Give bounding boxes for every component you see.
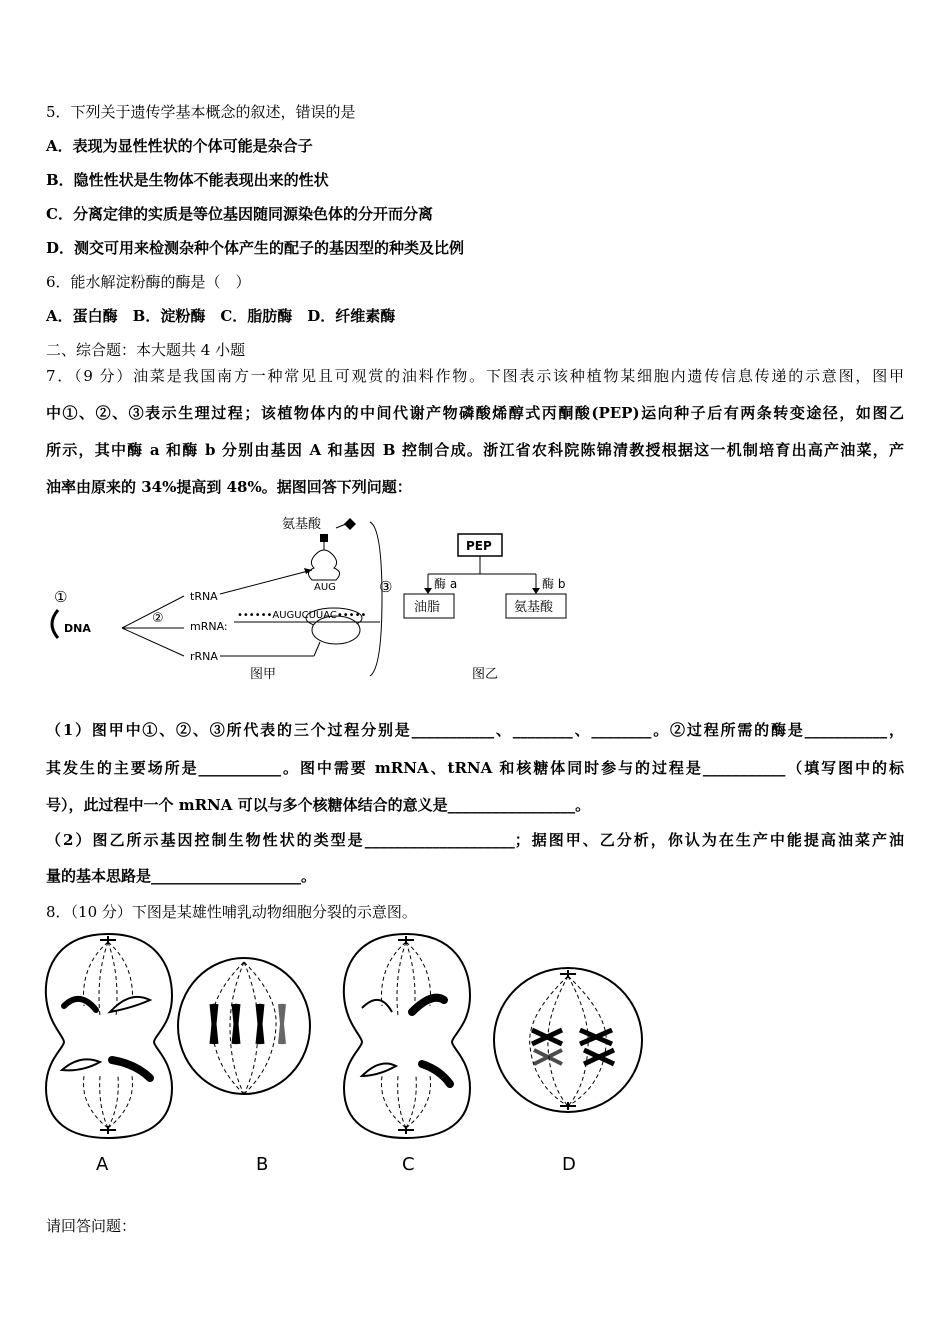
trna-cloverleaf [308,550,339,580]
q5-option-a: A．表现为显性性状的个体可能是杂合子 [46,137,313,155]
figure-jia-caption: 图甲 [250,667,277,682]
q7-stem-line-1: 7．（9 分）油菜是我国南方一种常见且可观赏的油料作物。下图表示该种植物某细胞内遗传信息传递的示意图，图甲 [46,367,904,385]
anticodon-label: AUG [314,582,336,593]
mrna-sequence: ••••••AUGUCUUAC••••• [237,610,367,621]
circle-1: ① [54,588,68,606]
figure-cell-division [40,926,650,1176]
cell-d [494,968,642,1112]
q6-options: A．蛋白酶 B．淀粉酶 C．脂肪酶 D．纤维素酶 [46,307,396,325]
section-heading: 二、综合题：本大题共 4 小题 [46,341,246,359]
q8-prompt: 请回答问题： [46,1217,137,1235]
arrow-to-rrna [122,628,184,656]
amino-square [320,534,328,542]
dna-label: DNA [64,622,91,635]
circle-3: ③ [379,578,393,596]
figure-jia [44,508,393,688]
cell-a [46,934,172,1138]
figure-yi [398,530,588,685]
rrna-label: rRNA [190,650,218,663]
label-c: C [402,1154,415,1175]
pep-label: PEP [466,539,492,553]
figure-yi-caption: 图乙 [472,667,499,682]
q6-stem: 6．能水解淀粉酶的酶是（ ） [46,273,251,291]
q7-sub2-line-2: 量的基本思路是____________________。 [46,867,317,885]
amino-label: 氨基酸 [514,600,554,615]
q7-sub2-line-1: （2）图乙所示基因控制生物性状的类型是____________________；据图甲、乙分析，你认为在生产中能提高油菜产油 [46,831,904,849]
bracket-3 [370,522,382,676]
q7-sub1-line-3: 号），此过程中一个 mRNA 可以与多个核糖体结合的意义是_________________。 [46,796,591,814]
label-a: A [96,1154,109,1175]
trna-label: tRNA [190,590,218,603]
q5-stem: 5．下列关于遗传学基本概念的叙述，错误的是 [46,103,356,121]
q7-stem-line-4: 油率由原来的 34%提高到 48%。据图回答下列问题： [46,478,412,496]
label-d: D [562,1154,576,1175]
trna-to-ribosome-line [220,570,312,594]
q7-sub1-line-2: 其发生的主要场所是___________。图中需要 mRNA、tRNA 和核糖体同时参与的过程是___________（填写图中的标 [46,759,904,777]
cell-b [178,958,310,1094]
q8-stem: 8．（10 分）下图是某雄性哺乳动物细胞分裂的示意图。 [46,903,417,921]
lipid-label: 油脂 [414,600,441,615]
amino-acid-label: 氨基酸 [282,517,322,532]
mrna-label: mRNA: [190,620,228,633]
q7-sub1-line-1: （1）图甲中①、②、③所代表的三个过程分别是___________、________、________。②过程所需的酶是___________， [46,721,904,739]
amino-diamond [344,518,356,530]
q5-option-d: D．测交可用来检测杂种个体产生的配子的基因型的种类及比例 [46,239,465,257]
amino-bond [336,524,346,528]
q7-stem-line-2: 中①、②、③表示生理过程；该植物体内的中间代谢产物磷酸烯醇式丙酮酸(PEP)运向种子后有两条转变途径，如图乙 [46,404,904,422]
enzyme-b-label: 酶 b [542,577,566,591]
circle-2: ② [152,611,164,626]
label-b: B [256,1154,269,1175]
q5-option-b: B．隐性性状是生物体不能表现出来的性状 [46,171,329,189]
replication-arrow [52,610,58,638]
enzyme-a-label: 酶 a [434,577,458,591]
q7-stem-line-3: 所示，其中酶 a 和酶 b 分别由基因 A 和基因 B 控制合成。浙江省农科院陈锦清教授根据这一机制培育出高产油菜，产 [46,441,904,459]
cell-c [344,934,470,1138]
q5-option-c: C．分离定律的实质是等位基因随同源染色体的分开而分离 [46,205,433,223]
